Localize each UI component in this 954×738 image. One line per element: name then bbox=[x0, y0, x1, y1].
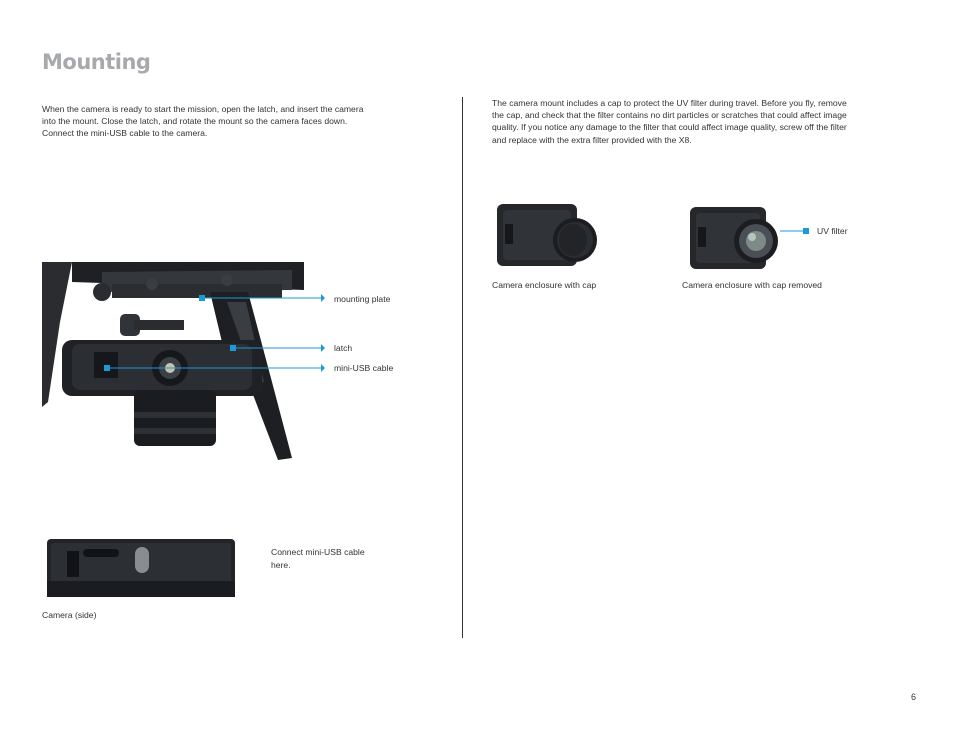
latch-label: latch bbox=[334, 343, 353, 353]
caption-cap-removed: Camera enclosure with cap removed bbox=[682, 280, 822, 290]
mounting-instructions: When the camera is ready to start the mission, open the latch, and insert the camera into the mount. Close the latch, and rotate the mount so the camera faces down. Connect the mini-USB cable to the camera. bbox=[42, 104, 364, 139]
mini-usb-cable-label: mini-USB cable bbox=[334, 363, 394, 373]
camera-side-photo bbox=[47, 537, 235, 599]
camera-with-cap-photo bbox=[495, 200, 600, 270]
caption-with-cap: Camera enclosure with cap bbox=[492, 280, 597, 290]
uv-filter-label: UV filter bbox=[817, 226, 848, 236]
camera-side-caption: Camera (side) bbox=[42, 610, 97, 620]
page-number: 6 bbox=[910, 692, 916, 702]
page-title: Mounting bbox=[42, 50, 151, 74]
connect-usb-label: Connect mini-USB cable here. bbox=[271, 547, 365, 570]
camera-cap-removed-photo bbox=[688, 203, 780, 273]
uv-filter-instructions: The camera mount includes a cap to protect the UV filter during travel. Before you fly, remove the cap, and check that the filter contains no dirt particles or scratches that could affect image quality. If you notice any damage to the filter that could affect image quality, screw off the filter and replace with the extra filter provided with the X8. bbox=[492, 98, 847, 145]
mounting-plate-label: mounting plate bbox=[334, 294, 391, 304]
